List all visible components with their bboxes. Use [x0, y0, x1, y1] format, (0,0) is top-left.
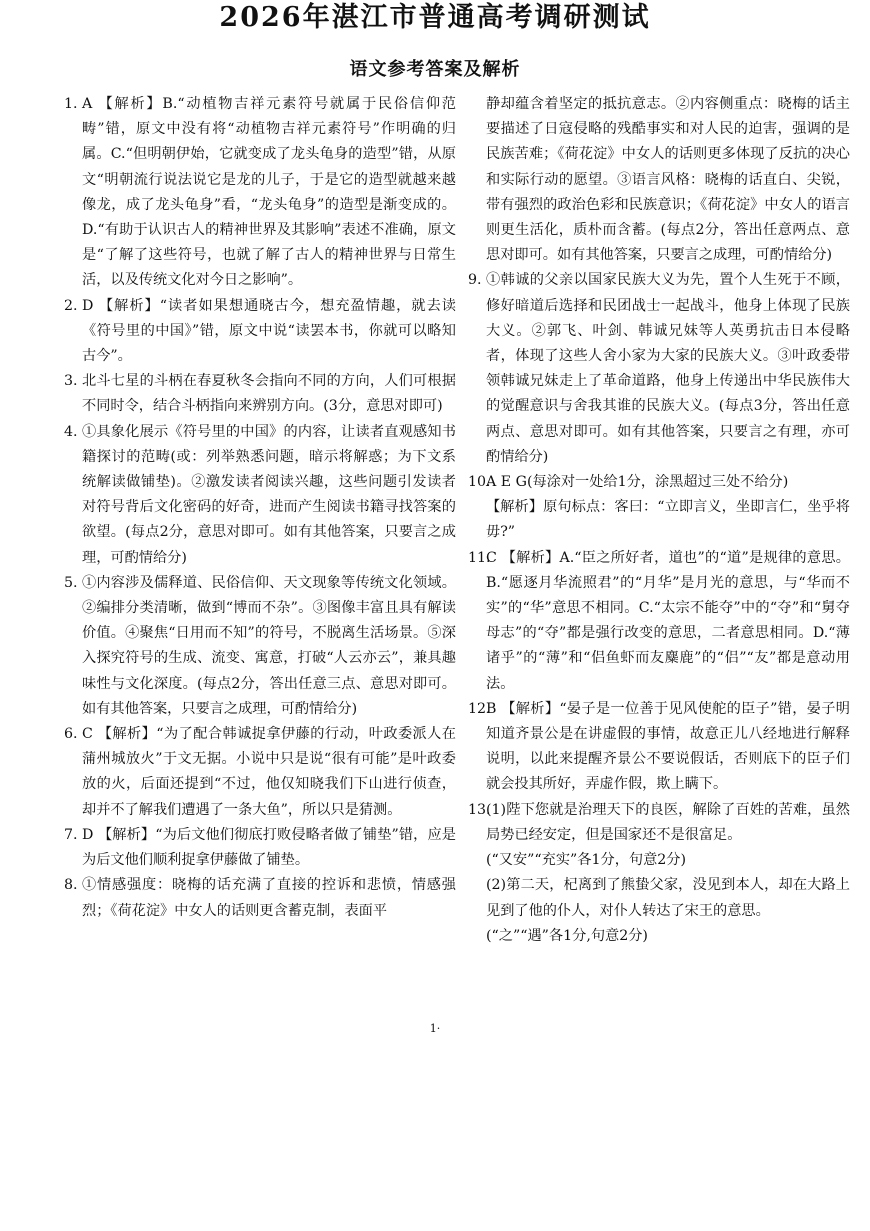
item-number: 1.: [64, 96, 78, 112]
document-title: 2026年湛江市普通高考调研测试: [219, 2, 651, 33]
page-number: 1·: [429, 1022, 441, 1035]
answer-item-12: [468, 697, 850, 798]
answer-item-4: [64, 420, 456, 571]
answer-item-13-part-2: (2)第二天，杞离到了熊蛰父家，没见到本人，却在大路上见到了他的仆人，对仆人转达了宋王的意思。: [486, 877, 850, 919]
answer-item-11: [468, 546, 850, 697]
scoring-note: (“之”“遇”各1分,句意2分): [486, 927, 648, 944]
item-number: 10.: [468, 474, 491, 491]
scoring-note: (“又安”“充实”各1分，句意2分): [486, 852, 687, 869]
item-number: 4.: [64, 423, 78, 440]
item-text: D 【解析】“读者如果想通晓古今，想充盈情趣，就去读《符号里的中国》”错，原文中说“读罢本书，你就可以略知古今”。: [82, 297, 456, 365]
item-number: 5.: [64, 574, 78, 591]
item-text: C 【解析】“为了配合韩诚捉拿伊藤的行动，叶政委派人在蒲州城放火”于文无据。小说中只是说“很有可能”是叶政委放的火，后面还提到“不过，他仅知晓我们下山进行侦查，却并不了解我们遭遇了一条大鱼”，所以只是猜测。: [82, 726, 456, 818]
item-number: 9.: [468, 272, 482, 289]
document-subtitle: 语文参考答案及解析: [349, 59, 521, 80]
item-text: ①内容涉及儒释道、民俗信仰、天文现象等传统文化领域。②编排分类清晰，做到“博而不杂”。③图像丰富且具有解读价值。④聚焦“日用而不知”的符号，不脱离生活场景。⑤深入探究符号的生成、流变、寓意，打破“人云亦云”，兼具趣味性与文化深度。(每点2分，答出任意三点、意思对即可。如有其他答案，只要言之成理，可酌情给分): [82, 574, 456, 717]
item-text: ①具象化展示《符号里的中国》的内容，让读者直观感知书籍探讨的范畴(或：列举熟悉问题，暗示将解惑；为下文系统解读做铺垫)。②激发读者阅读兴趣，这些问题引发读者对符号背后文化密码的好奇，进而产生阅读书籍寻找答案的欲望。(每点2分，意思对即可。如有其他答案，只要言之成理，可酌情给分): [82, 423, 456, 566]
answer-item-5: [64, 571, 456, 722]
item-text: (1)陛下您就是治理天下的良医，解除了百姓的苦难，虽然局势已经安定，但是国家还不是很富足。: [486, 801, 850, 843]
item-text: 北斗七星的斗柄在春夏秋冬会指向不同的方向，人们可根据不同时令，结合斗柄指向来辨别方向。(3分，意思对即可): [82, 373, 456, 415]
answer-item-9: [468, 268, 850, 470]
item-text: ①情感强度：晓梅的话充满了直接的控诉和悲愤，情感强烈；《荷花淀》中女人的话则更含蓄克制，表面平: [82, 877, 456, 919]
answer-item-3: [64, 369, 456, 419]
item-text: D 【解析】“为后文他们彻底打败侵略者做了铺垫”错，应是为后文他们顺利捉拿伊藤做了铺垫。: [82, 826, 456, 869]
right-column: [468, 92, 850, 949]
item-number: 7.: [64, 826, 78, 843]
item-number: 13.: [468, 801, 491, 818]
left-column: [64, 92, 456, 924]
item-text: A E G(每涂对一处给1分，涂黑超过三处不给分): [486, 474, 789, 491]
answer-item-13: [468, 798, 850, 848]
item-number: 6.: [64, 726, 78, 743]
item-number: 2.: [64, 297, 78, 314]
answer-item-10-analysis: 【解析】原句标点：客曰：“立即言义，坐即言仁，坐乎将毋?”: [486, 499, 850, 541]
answer-item-8-continuation: 静却蕴含着坚定的抵抗意志。②内容侧重点：晓梅的话主要描述了日寇侵略的残酷事实和对人民的迫害，强调的是民族苦难；《荷花淀》中女人的话则更多体现了反抗的决心和实际行动的愿望。③语言风格：晓梅的话直白、尖锐，带有强烈的政治色彩和民族意识；《荷花淀》中女人的语言则更生活化，质朴而含蓄。(每点2分，答出任意两点、意思对即可。如有其他答案，只要言之成理，可酌情给分): [486, 96, 850, 264]
answer-item-7: [64, 823, 456, 873]
item-text: ①韩诚的父亲以国家民族大义为先，置个人生死于不顾，修好暗道后选择和民团战士一起战斗，他身上体现了民族大义。②郭飞、叶剑、韩诚兄妹等人英勇抗击日本侵略者，体现了这些人舍小家为大家的民族大义。③叶政委带领韩诚兄妹走上了革命道路，他身上传递出中华民族伟大的觉醒意识与舍我其谁的民族大义。(每点3分，答出任意两点、意思对即可。如有其他答案，只要言之有理，亦可酌情给分): [486, 272, 850, 465]
answer-item-1: [64, 92, 456, 294]
answer-item-2: [64, 294, 456, 370]
answer-item-8: [64, 873, 456, 923]
item-number: 3.: [64, 373, 78, 390]
item-text: A 【解析】B.“动植物吉祥元素符号就属于民俗信仰范畴”错，原文中没有将“动植物吉祥元素符号”作明确的归属。C.“但明朝伊始，它就变成了龙头龟身的造型”错，从原文“明朝流行说法说它是龙的儿子，于是它的造型就越来越像龙，成了龙头龟身”看，“龙头龟身”的造型是渐变成的。D.“有助于认识古人的精神世界及其影响”表述不准确，原文是“了解了这些符号，也就了解了古人的精神世界与日常生活，以及传统文化对今日之影响”。: [82, 96, 456, 289]
item-number: 8.: [64, 877, 78, 894]
item-number: 12.: [468, 700, 491, 717]
item-text: C 【解析】A.“臣之所好者，道也”的“道”是规律的意思。B.“愿逐月华流照君”的“月华”是月光的意思，与“华而不实”的“华”意思不相同。C.“太宗不能夺”中的“夺”和“舅夺母志”的“夺”都是强行改变的意思，二者意思相同。D.“薄诸乎”的“薄”和“侣鱼虾而友麋鹿”的“侣”“友”都是意动用法。: [486, 549, 850, 692]
answer-item-10: [468, 470, 850, 495]
item-number: 11.: [468, 549, 491, 566]
answer-item-6: [64, 722, 456, 823]
item-text: B 【解析】“晏子是一位善于见风使舵的臣子”错，晏子明知道齐景公是在讲虚假的事情，故意正儿八经地进行解释说明，以此来提醒齐景公不要说假话，否则底下的臣子们就会投其所好，弄虚作假，欺上瞒下。: [486, 700, 850, 793]
